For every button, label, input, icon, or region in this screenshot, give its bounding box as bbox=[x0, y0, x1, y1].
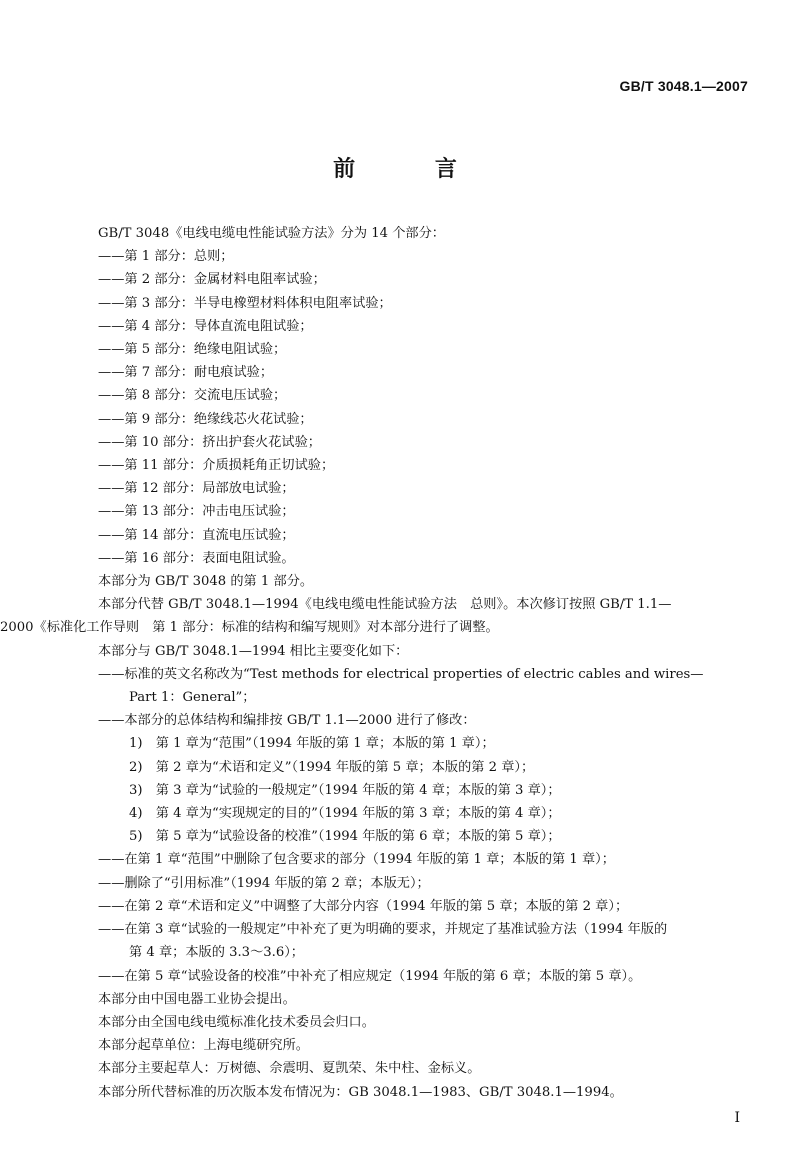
page-number: I bbox=[734, 1110, 740, 1126]
change-structure: ——本部分的总体结构和编排按 GB/T 1.1—2000 进行了修改： bbox=[98, 713, 476, 729]
part-item: ——第 3 部分：半导电橡塑材料体积电阻率试验； bbox=[98, 295, 392, 311]
change-item: ——在第 5 章“试验设备的校准”中补充了相应规定（1994 年版的第 6 章；本版的第 5 章）。 bbox=[98, 968, 642, 984]
page-title: 前 言 bbox=[333, 157, 493, 182]
replacement-statement-line2: 2000《标准化工作导则 第 1 部分：标准的结构和编写规则》对本部分进行了调整。 bbox=[0, 620, 499, 636]
standard-number: GB/T 3048.1—2007 bbox=[619, 78, 748, 94]
part-item: ——第 7 部分：耐电痕试验； bbox=[98, 365, 274, 381]
part-item: ——第 13 部分：冲击电压试验； bbox=[98, 504, 295, 520]
part-item: ——第 12 部分：局部放电试验； bbox=[98, 481, 295, 497]
replacement-statement-line1: 本部分代替 GB/T 3048.1—1994《电线电缆电性能试验方法 总则》。本次修订按照 GB/T 1.1— bbox=[98, 597, 672, 613]
part-item: ——第 14 部分：直流电压试验； bbox=[98, 527, 295, 543]
drafters: 本部分主要起草人：万树德、佘震明、夏凯荣、朱中柱、金标义。 bbox=[98, 1061, 481, 1077]
chapter-item: 1) 第 1 章为“范围”（1994 年版的第 1 章；本版的第 1 章）； bbox=[129, 736, 495, 752]
part-item: ——第 4 部分：导体直流电阻试验； bbox=[98, 318, 313, 334]
part-item: ——第 1 部分：总则； bbox=[98, 249, 234, 265]
change-item: ——删除了“引用标准”（1994 年版的第 2 章；本版无）； bbox=[98, 875, 430, 891]
drafting-unit: 本部分起草单位：上海电缆研究所。 bbox=[98, 1038, 309, 1054]
part-item: ——第 8 部分：交流电压试验； bbox=[98, 388, 287, 404]
chapter-list bbox=[98, 732, 758, 848]
chapter-item: 2) 第 2 章为“术语和定义”（1994 年版的第 5 章；本版的第 2 章）； bbox=[129, 759, 535, 775]
chapter-item: 5) 第 5 章为“试验设备的校准”（1994 年版的第 6 章；本版的第 5 章）； bbox=[129, 829, 561, 845]
parts-list bbox=[98, 245, 758, 570]
part1-statement: 本部分为 GB/T 3048 的第 1 部分。 bbox=[98, 574, 314, 590]
part-item: ——第 11 部分：介质损耗角正切试验； bbox=[98, 458, 335, 474]
chapter-item: 4) 第 4 章为“实现规定的目的”（1994 年版的第 3 章；本版的第 4 章）； bbox=[129, 806, 561, 822]
changes-intro: 本部分与 GB/T 3048.1—1994 相比主要变化如下： bbox=[98, 643, 409, 659]
chapter-item: 3) 第 3 章为“试验的一般规定”（1994 年版的第 4 章；本版的第 3 章）； bbox=[129, 782, 561, 798]
part-item: ——第 9 部分：绝缘线芯火花试验； bbox=[98, 411, 313, 427]
part-item: ——第 10 部分：挤出护套火花试验； bbox=[98, 434, 321, 450]
part-item: ——第 5 部分：绝缘电阻试验； bbox=[98, 342, 287, 358]
change-item: ——在第 1 章“范围”中删除了包含要求的部分（1994 年版的第 1 章；本版的第 1 章）； bbox=[98, 852, 615, 868]
change-item: ——在第 2 章“术语和定义”中调整了大部分内容（1994 年版的第 5 章；本版的第 2 章）； bbox=[98, 898, 629, 914]
change-english-name-line2: Part 1：General”； bbox=[129, 690, 256, 706]
proposed-by: 本部分由中国电器工业协会提出。 bbox=[98, 991, 296, 1007]
intro-paragraph: GB/T 3048《电线电缆电性能试验方法》分为 14 个部分： bbox=[98, 226, 445, 241]
centralized-by: 本部分由全国电线电缆标准化技术委员会归口。 bbox=[98, 1014, 375, 1030]
change-english-name-line1: ——标准的英文名称改为“Test methods for electrical properties of electric cables and wires— bbox=[98, 666, 704, 682]
change-item-line2: 第 4 章；本版的 3.3～3.6）； bbox=[129, 945, 304, 961]
part-item: ——第 16 部分：表面电阻试验。 bbox=[98, 550, 295, 566]
part-item: ——第 2 部分：金属材料电阻率试验； bbox=[98, 272, 326, 288]
version-history: 本部分所代替标准的历次版本发布情况为：GB 3048.1—1983、GB/T 3048.1—1994。 bbox=[98, 1084, 623, 1100]
change-item-line1: ——在第 3 章“试验的一般规定”中补充了更为明确的要求，并规定了基准试验方法（1994 年版的 bbox=[98, 922, 668, 938]
foreword-body bbox=[0, 222, 758, 1104]
